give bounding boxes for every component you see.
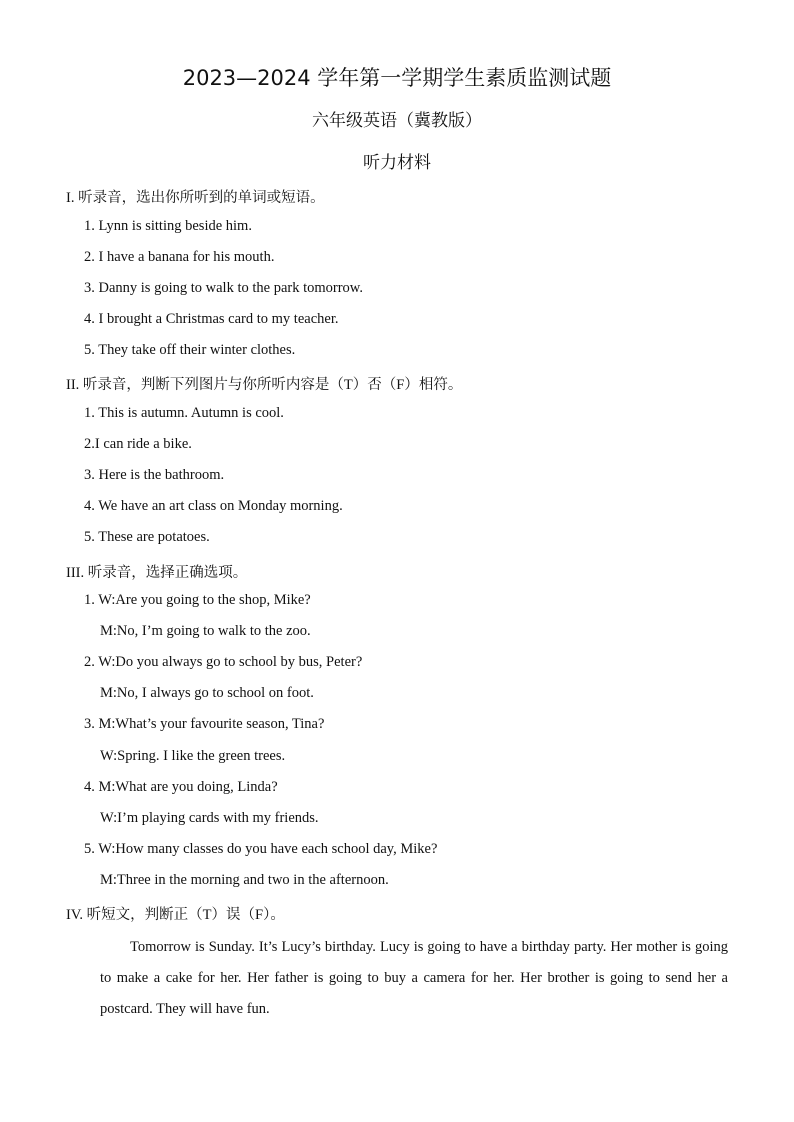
part3-question: 5. W:How many classes do you have each school day, Mike? (84, 841, 438, 857)
part3-answer: M:No, I always go to school on foot. (100, 685, 314, 701)
part3-answer: W:Spring. I like the green trees. (100, 748, 286, 764)
part1-item: 1. Lynn is sitting beside him. (84, 218, 252, 234)
part2-item: 1. This is autumn. Autumn is cool. (84, 405, 284, 421)
part2-heading: II. 听录音，判断下列图片与你所听内容是（T）否（F）相符。 (66, 377, 463, 393)
part3-question: 3. M:What’s your favourite season, Tina? (84, 716, 325, 732)
part3-question: 2. W:Do you always go to school by bus, Peter? (84, 654, 363, 670)
part1-item: 2. I have a banana for his mouth. (84, 249, 275, 265)
part4-heading: IV. 听短文，判断正（T）误（F）。 (66, 907, 285, 923)
part2-item: 5. These are potatoes. (84, 529, 210, 545)
section-name: 听力材料 (363, 153, 431, 173)
part1-heading: I. 听录音，选出你所听到的单词或短语。 (66, 190, 325, 206)
part3-question: 1. W:Are you going to the shop, Mike? (84, 592, 311, 608)
part3-question: 4. M:What are you doing, Linda? (84, 779, 278, 795)
page-subtitle: 六年级英语（冀教版） (312, 111, 482, 131)
part2-item: 4. We have an art class on Monday morning. (84, 498, 343, 514)
part3-heading: III. 听录音，选择正确选项。 (66, 565, 248, 581)
part4-passage: Tomorrow is Sunday. It’s Lucy’s birthday. Lucy is going to have a birthday party. Her mother is going to make a cake for her. Her father is going to buy a camera for her. Her brother is going to send her a postcard. They will have fun. (100, 939, 728, 1017)
part1-item: 4. I brought a Christmas card to my teacher. (84, 311, 339, 327)
part3-answer: M:Three in the morning and two in the afternoon. (100, 872, 389, 888)
part1-item: 5. They take off their winter clothes. (84, 342, 296, 358)
part2-item: 2.I can ride a bike. (84, 436, 192, 452)
part2-item: 3. Here is the bathroom. (84, 467, 225, 483)
part1-item: 3. Danny is going to walk to the park tomorrow. (84, 280, 363, 296)
part3-answer: M:No, I’m going to walk to the zoo. (100, 623, 311, 639)
part3-answer: W:I’m playing cards with my friends. (100, 810, 319, 826)
page-title: 2023—2024 学年第一学期学生素质监测试题 (182, 66, 612, 90)
